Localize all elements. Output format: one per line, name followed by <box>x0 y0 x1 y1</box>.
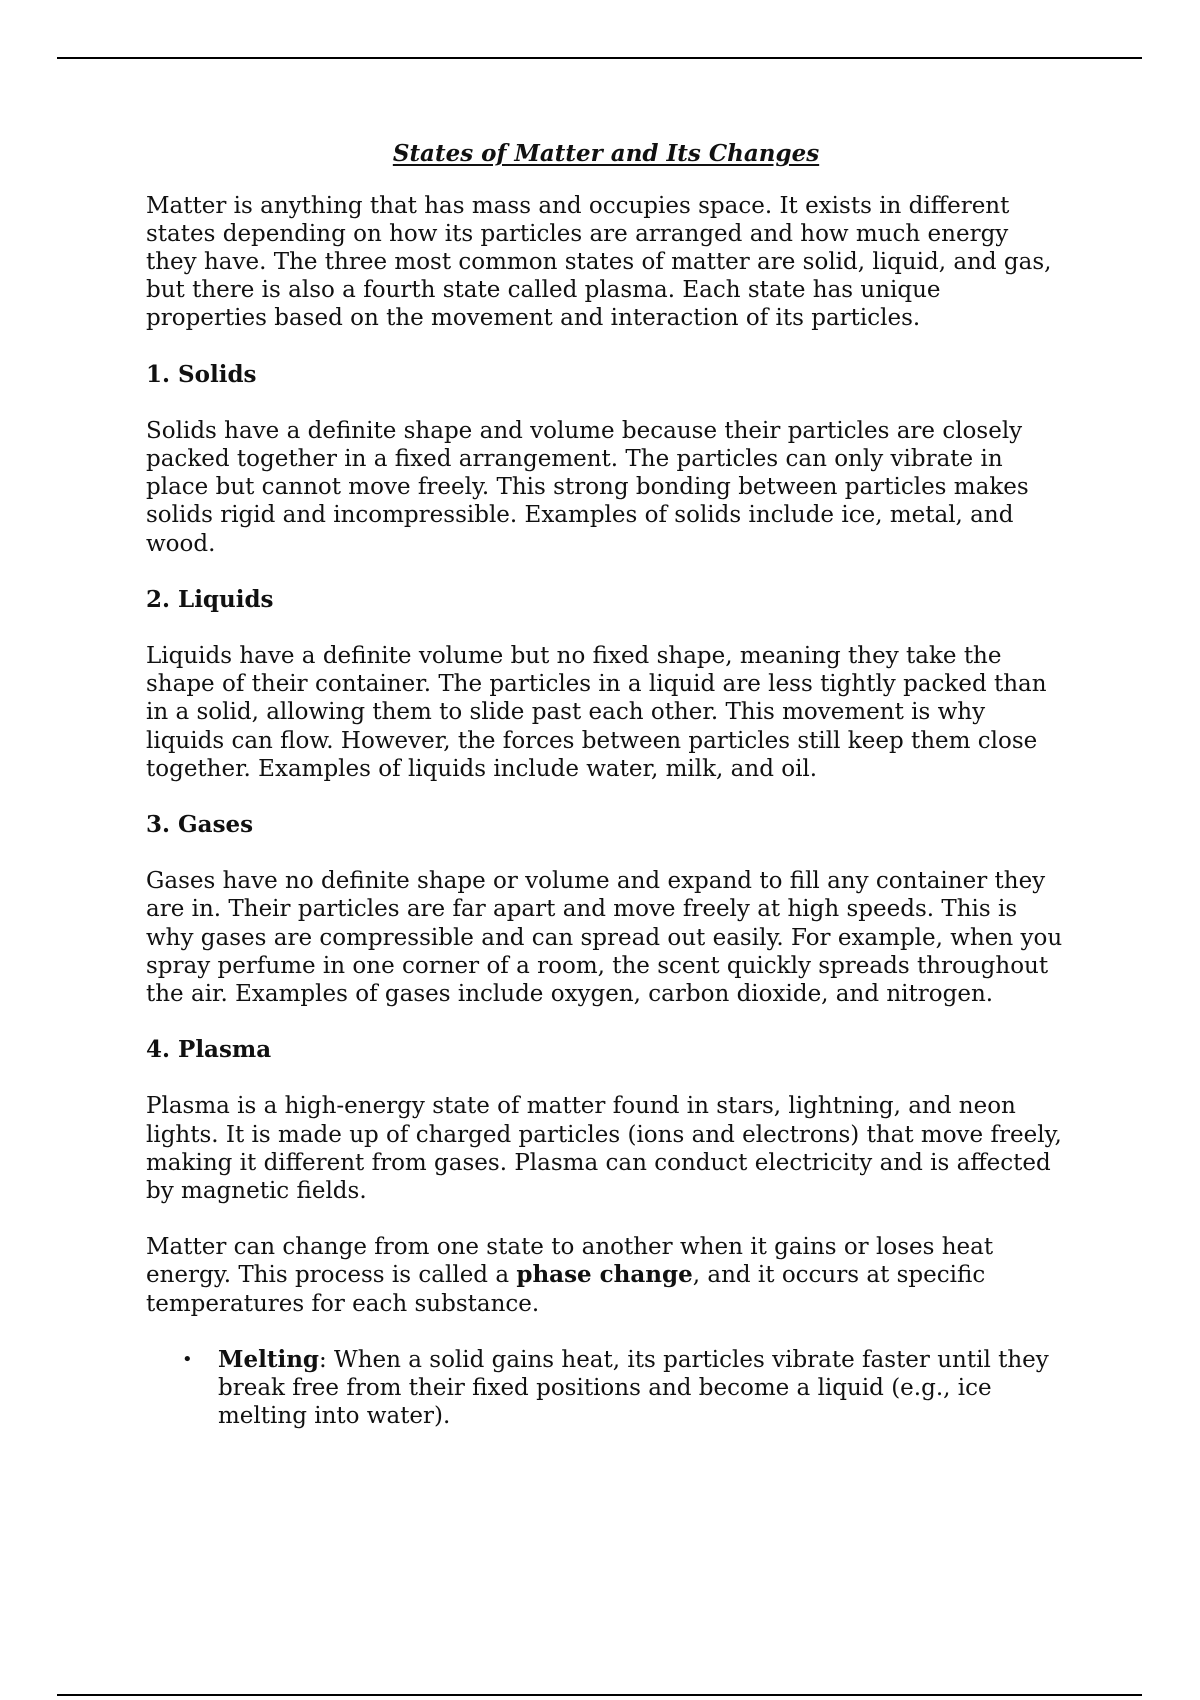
section-body-plasma: Plasma is a high-energy state of matter found in stars, lightning, and neon lights. It is made up of charged particles (ions and electrons) that move freely, making it different from gases. Plasma can conduct electricity and is affected by magnetic fields. <box>146 1093 1062 1205</box>
list-item-text: : When a solid gains heat, its particles vibrate faster until they break free from their fixed positions and become a liquid (e.g., ice melting into water). <box>218 1346 1049 1430</box>
phase-change-text-after: , and it occurs at specific temperatures for each substance. <box>146 1262 986 1317</box>
section-body-gases: Gases have no definite shape or volume and expand to fill any container they are in. Their particles are far apart and move freely at high speeds. This is why gases are compressible and can spread out easily. For example, when you spray perfume in one corner of a room, the scent quickly spreads throughout the air. Examples of gases include oxygen, carbon dioxide, and nitrogen. <box>146 868 1063 1008</box>
intro-paragraph: Matter is anything that has mass and occupies space. It exists in different states depending on how its particles are arranged and how much energy they have. The three most common states of matter are solid, liquid, and gas, but there is also a fourth state called plasma. Each state has unique properties based on the movement and interaction of its particles. <box>146 192 1052 332</box>
phase-change-text-before: Matter can change from one state to another when it gains or loses heat energy. This process is called a <box>146 1234 994 1289</box>
section-heading-gases: 3. Gases <box>146 811 254 839</box>
phase-change-paragraph <box>146 1233 1066 1318</box>
document-body <box>146 140 1066 1431</box>
header-rule <box>57 57 1142 59</box>
list-item-melting <box>182 1345 1066 1431</box>
phase-change-term: phase change <box>516 1261 693 1289</box>
document-title: States of Matter and Its Changes <box>392 140 820 167</box>
bullet-dot-icon: • <box>182 1348 193 1370</box>
section-heading-plasma: 4. Plasma <box>146 1036 272 1064</box>
section-heading-liquids: 2. Liquids <box>146 585 274 613</box>
section-body-solids: Solids have a definite shape and volume because their particles are closely packed together in a fixed arrangement. The particles can only vibrate in place but cannot move freely. This strong bonding between particles makes solids rigid and incompressible. Examples of solids include ice, metal, and wood. <box>146 417 1029 557</box>
section-heading-solids: 1. Solids <box>146 360 257 388</box>
phase-change-list <box>146 1346 1066 1431</box>
footer-rule <box>57 1694 1142 1696</box>
section-body-liquids: Liquids have a definite volume but no fixed shape, meaning they take the shape of their container. The particles in a liquid are less tightly packed than in a solid, allowing them to slide past each other. This movement is why liquids can flow. However, the forces between particles still keep them close together. Examples of liquids include water, milk, and oil. <box>146 643 1047 782</box>
list-item-term: Melting <box>218 1345 319 1373</box>
